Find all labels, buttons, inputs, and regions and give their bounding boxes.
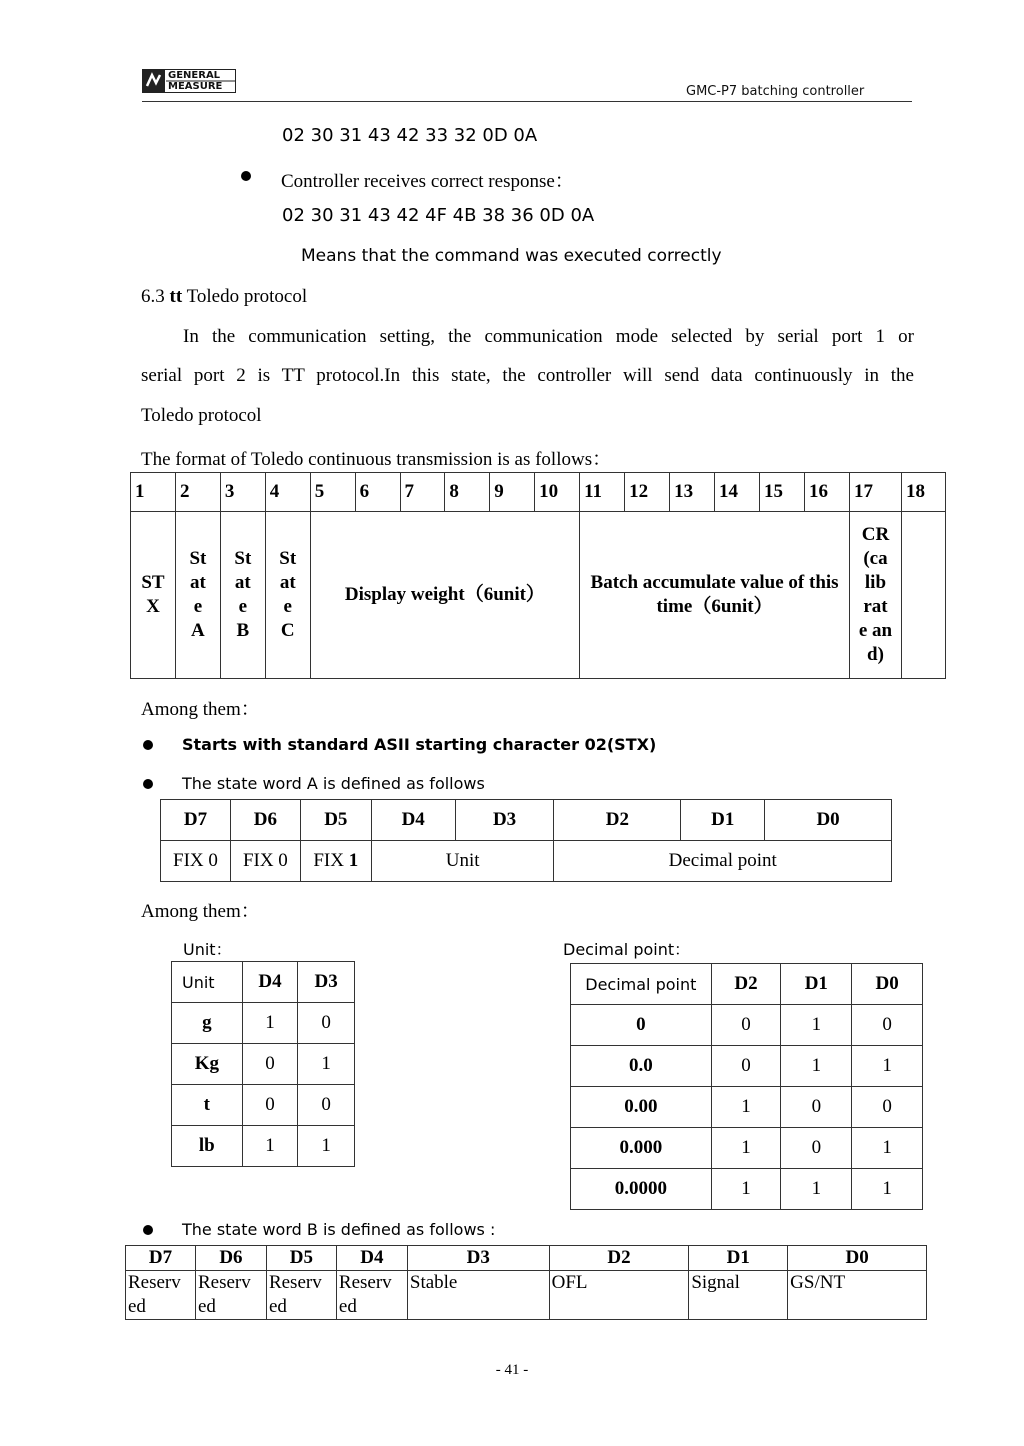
decimal-d1: 1 — [781, 1046, 852, 1087]
frame-col-header: 4 — [265, 473, 310, 512]
state-c-cell — [265, 512, 310, 679]
bullet-icon — [143, 779, 153, 789]
frame-col-header: 1 — [131, 473, 176, 512]
decimal-point-table — [570, 963, 923, 1210]
section-heading — [141, 286, 307, 308]
page-number: - 41 - — [495, 1362, 529, 1378]
section-title: Toledo protocol — [186, 286, 308, 307]
unit-d3: 1 — [298, 1044, 355, 1085]
frame-col-header: 7 — [400, 473, 445, 512]
unit-name: lb — [172, 1126, 243, 1167]
decimal-row — [571, 1046, 923, 1087]
fix1-prefix: FIX — [313, 850, 349, 871]
decimal-d2: 0 — [711, 1005, 781, 1046]
response-note: Means that the command was executed correctly — [301, 246, 722, 266]
unit-d4: 0 — [242, 1085, 298, 1126]
hex-command-line: 02 30 31 43 42 33 32 0D 0A — [282, 125, 538, 146]
decimal-header: D2 — [711, 964, 781, 1005]
decimal-format: 0.0000 — [571, 1169, 712, 1210]
unit-d4: 1 — [242, 1126, 298, 1167]
bullet-icon — [143, 1225, 153, 1235]
state-a-header: D3 — [455, 800, 554, 841]
decimal-row — [571, 1087, 923, 1128]
decimal-d0: 1 — [852, 1169, 923, 1210]
unit-row — [172, 1085, 355, 1126]
format-intro: The format of Toledo continuous transmission is as follows： — [141, 449, 612, 470]
empty-cell — [901, 512, 945, 679]
state-a-header: D6 — [230, 800, 300, 841]
decimal-format: 0 — [571, 1005, 712, 1046]
frame-col-header: 14 — [715, 473, 760, 512]
decimal-subheading: Decimal point： — [563, 940, 691, 959]
state-b-header: D5 — [266, 1246, 336, 1271]
header-rule — [142, 101, 912, 102]
state-b-value — [195, 1271, 266, 1320]
state-b-header-row — [126, 1246, 927, 1271]
unit-header: D4 — [242, 962, 298, 1003]
state-b-header: D2 — [549, 1246, 689, 1271]
state-a-label: St at e A — [189, 548, 207, 641]
unit-d3: 1 — [298, 1126, 355, 1167]
section-keyword: tt — [169, 286, 183, 307]
state-word-b-table — [125, 1245, 927, 1320]
header-title: GMC-P7 batching controller — [686, 84, 865, 99]
company-logo — [142, 69, 236, 93]
unit-subheading: Unit： — [183, 940, 232, 959]
fix1-cell — [300, 841, 371, 882]
bullet-icon — [241, 171, 251, 181]
logo-text-general: GENERAL — [168, 70, 221, 81]
state-a-cell — [175, 512, 220, 679]
fix1-value: 1 — [348, 850, 359, 871]
unit-name: Kg — [172, 1044, 243, 1085]
decimal-format: 0.000 — [571, 1128, 712, 1169]
unit-row — [172, 1003, 355, 1044]
section-number: 6.3 — [141, 286, 165, 307]
decimal-header-row — [571, 964, 923, 1005]
state-b-header: D4 — [336, 1246, 407, 1271]
fix0-cell: FIX 0 — [230, 841, 300, 882]
state-b-value — [126, 1271, 196, 1320]
state-a-header: D1 — [681, 800, 765, 841]
response-bullet-text: Controller receives correct response： — [281, 171, 574, 192]
decimal-d1: 0 — [781, 1087, 852, 1128]
unit-cell: Unit — [371, 841, 554, 882]
decimal-row — [571, 1169, 923, 1210]
frame-col-header: 5 — [310, 473, 355, 512]
state-b-value-row — [126, 1271, 927, 1320]
state-b-header: D3 — [407, 1246, 549, 1271]
decimal-d0: 0 — [852, 1087, 923, 1128]
cr-cell — [850, 512, 902, 679]
decimal-format: 0.00 — [571, 1087, 712, 1128]
decimal-row — [571, 1128, 923, 1169]
unit-name: t — [172, 1085, 243, 1126]
state-word-a-table — [160, 799, 892, 882]
decimal-d0: 0 — [852, 1005, 923, 1046]
state-b-header: D1 — [689, 1246, 788, 1271]
batch-value-cell — [580, 512, 850, 679]
state-b-cell — [220, 512, 265, 679]
decimal-d1: 1 — [781, 1169, 852, 1210]
frame-col-header: 3 — [220, 473, 265, 512]
frame-col-header: 12 — [625, 473, 670, 512]
decimal-d2: 0 — [711, 1046, 781, 1087]
state-b-header: D0 — [788, 1246, 927, 1271]
decimal-header: Decimal point — [571, 964, 712, 1005]
decimal-d2: 1 — [711, 1169, 781, 1210]
paragraph-line-1: In the communication setting, the communication mode selected by serial port 1 or — [183, 326, 914, 347]
paragraph-line-3: Toledo protocol — [141, 405, 262, 426]
decimal-format: 0.0 — [571, 1046, 712, 1087]
unit-header: D3 — [298, 962, 355, 1003]
frame-col-header: 9 — [490, 473, 535, 512]
cr-label: CR (ca lib rat e an d) — [858, 524, 893, 665]
state-a-bullet-text: The state word A is defined as follows — [182, 774, 485, 793]
state-b-value — [336, 1271, 407, 1320]
state-a-header: D4 — [371, 800, 455, 841]
state-b-header: D7 — [126, 1246, 196, 1271]
unit-d4: 0 — [242, 1044, 298, 1085]
among-them-label-2: Among them： — [141, 901, 260, 922]
frame-col-header: 2 — [175, 473, 220, 512]
stx-bullet-text: Starts with standard ASII starting character 02(STX) — [182, 735, 657, 754]
state-b-value: Signal — [689, 1271, 788, 1320]
decimal-d0: 1 — [852, 1046, 923, 1087]
unit-row — [172, 1126, 355, 1167]
unit-row — [172, 1044, 355, 1085]
state-a-header: D0 — [765, 800, 892, 841]
state-b-bullet-text: The state word B is defined as follows : — [182, 1220, 496, 1239]
state-b-header: D6 — [195, 1246, 266, 1271]
stx-cell — [131, 512, 176, 679]
frame-content-row — [131, 512, 946, 679]
logo-text-measure: MEASURE — [168, 81, 223, 92]
decimal-d2: 1 — [711, 1087, 781, 1128]
decimal-point-cell: Decimal point — [554, 841, 892, 882]
toledo-frame-table — [130, 472, 946, 679]
decimal-header: D0 — [852, 964, 923, 1005]
frame-col-header: 13 — [670, 473, 715, 512]
bullet-icon — [143, 740, 153, 750]
state-b-value: OFL — [549, 1271, 689, 1320]
state-a-header: D7 — [161, 800, 231, 841]
decimal-d0: 1 — [852, 1128, 923, 1169]
reserved-label: Reserv ed — [338, 1272, 392, 1317]
decimal-d2: 1 — [711, 1128, 781, 1169]
reserved-label: Reserv ed — [128, 1272, 181, 1317]
state-a-value-row — [161, 841, 892, 882]
stx-label: ST X — [141, 572, 165, 617]
frame-col-header: 18 — [901, 473, 945, 512]
state-a-header: D2 — [554, 800, 681, 841]
frame-col-header: 11 — [580, 473, 625, 512]
state-a-header-row — [161, 800, 892, 841]
decimal-header: D1 — [781, 964, 852, 1005]
frame-col-header: 6 — [355, 473, 400, 512]
fix0-cell: FIX 0 — [161, 841, 231, 882]
paragraph-line-2: serial port 2 is TT protocol.In this state, the controller will send data continuously in the — [141, 365, 914, 386]
state-b-value: GS/NT — [788, 1271, 927, 1320]
frame-col-header: 17 — [850, 473, 902, 512]
state-c-label: St at e C — [279, 548, 297, 641]
state-b-value: Stable — [407, 1271, 549, 1320]
reserved-label: Reserv ed — [268, 1272, 322, 1317]
unit-d4: 1 — [242, 1003, 298, 1044]
unit-header: Unit — [172, 962, 243, 1003]
display-weight-cell: Display weight（6unit） — [310, 512, 579, 679]
unit-d3: 0 — [298, 1085, 355, 1126]
unit-table — [171, 961, 355, 1167]
unit-header-row — [172, 962, 355, 1003]
decimal-d1: 0 — [781, 1128, 852, 1169]
among-them-label: Among them： — [141, 699, 260, 720]
state-b-value — [266, 1271, 336, 1320]
frame-col-header: 16 — [805, 473, 850, 512]
reserved-label: Reserv ed — [197, 1272, 251, 1317]
decimal-d1: 1 — [781, 1005, 852, 1046]
state-a-header: D5 — [300, 800, 371, 841]
batch-value-label: Batch accumulate value of this time（6unit） — [590, 572, 839, 617]
hex-response-line: 02 30 31 43 42 4F 4B 38 36 0D 0A — [282, 205, 595, 226]
frame-header-row — [131, 473, 946, 512]
frame-col-header: 10 — [535, 473, 580, 512]
frame-col-header: 15 — [760, 473, 805, 512]
frame-col-header: 8 — [445, 473, 490, 512]
state-b-label: St at e B — [234, 548, 252, 641]
unit-name: g — [172, 1003, 243, 1044]
unit-d3: 0 — [298, 1003, 355, 1044]
decimal-row — [571, 1005, 923, 1046]
